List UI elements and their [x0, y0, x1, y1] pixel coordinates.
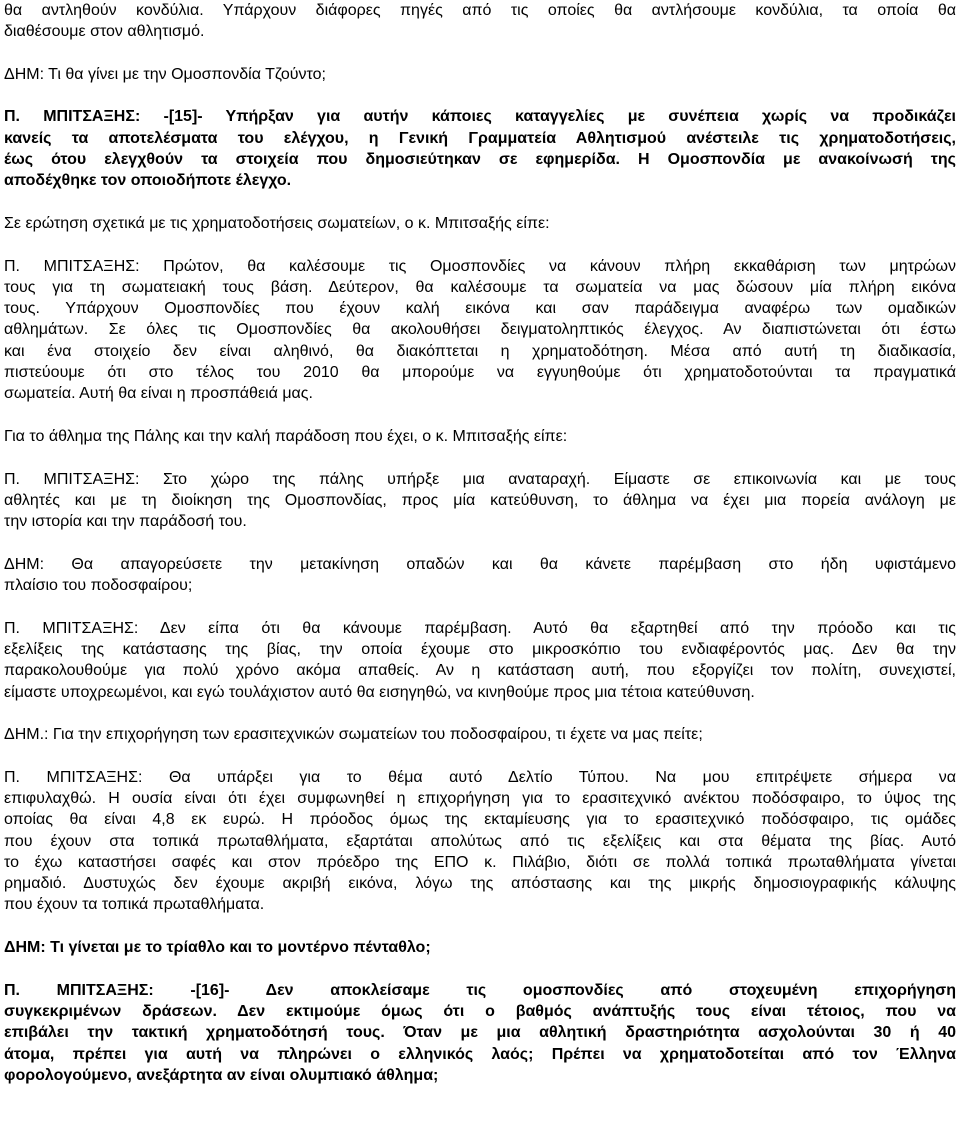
text-line: τους για τη σωματειακή τους βάση. Δεύτερον, θα καλέσουμε τα σωματεία να μας δώσουν μία πλήρη εικόνα: [4, 278, 956, 296]
text-line: Σε ερώτηση σχετικά με τις χρηματοδοτήσεις σωματείων, ο κ. Μπιτσαξής είπε:: [4, 214, 550, 232]
text-line: επιφυλαχθώ. Η ουσία είναι ότι έχει συμφωνηθεί η επιχορήγηση για το ερασιτεχνικό ανέκτου ποδόσφαιρο, το ύψος της: [4, 789, 956, 807]
text-line: ΔΗΜ: Τι γίνεται με το τρίαθλο και το μοντέρνο πένταθλο;: [4, 939, 431, 957]
paragraph-question-triathlon: [4, 937, 956, 958]
text-line: διαθέσουμε στον αθλητισμό.: [4, 23, 205, 41]
paragraph-answer-fans: [4, 618, 956, 703]
paragraph-clubs-funding-intro: [4, 213, 956, 234]
text-line: Π. ΜΠΙΤΣΑΞΗΣ: Στο χώρο της πάλης υπήρξε μια αναταραχή. Είμαστε σε επικοινωνία και με τους: [4, 470, 956, 488]
text-line: ΔΗΜ: Θα απαγορεύσετε την μετακίνηση οπαδών και θα κάνετε παρέμβαση στο ήδη υφιστάμενο: [4, 555, 956, 573]
text-line: κανείς τα αποτελέσματα του ελέγχου, η Γενική Γραμματεία Αθλητισμού ανέστειλε τις χρηματοδοτήσεις,: [4, 129, 956, 147]
text-line: Π. ΜΠΙΤΣΑΞΗΣ: Δεν είπα ότι θα κάνουμε παρέμβαση. Αυτό θα εξαρτηθεί από την πρόοδο και τις: [4, 619, 956, 637]
paragraph-question-fans: [4, 554, 956, 597]
text-line: συγκεκριμένων δράσεων. Δεν εκτιμούμε όμως ότι ο βαθμός ανάπτυξής τους είναι τέτοιος, που να: [4, 1002, 956, 1020]
text-line: ΔΗΜ: Τι θα γίνει με την Ομοσπονδία Τζούντο;: [4, 65, 326, 83]
text-line: ρημαδιό. Δυστυχώς δεν έχουμε ακριβή εικόνα, λόγω της απόστασης και της μικρής δημοσιογραφικής κάλυψης: [4, 875, 956, 893]
text-line: Για το άθλημα της Πάλης και την καλή παράδοση που έχει, ο κ. Μπιτσαξής είπε:: [4, 427, 568, 445]
paragraph-answer-judo: [4, 106, 956, 191]
text-line: αθλημάτων. Σε όλες τις Ομοσπονδίες θα ακολουθήσει δειγματοληπτικός έλεγχος. Αν διαπιστώνεται ότι έστω: [4, 321, 956, 339]
text-line: αθλητές και με τη διοίκηση της Ομοσπονδίας, προς μία κατεύθυνση, το άθλημα να έχει μια πορεία ανάλογη με: [4, 491, 956, 509]
paragraph-answer-triathlon: [4, 980, 956, 1086]
text-line: ΔΗΜ.: Για την επιχορήγηση των ερασιτεχνικών σωματείων του ποδοσφαίρου, τι έχετε να μας πείτε;: [4, 726, 703, 744]
paragraph-wrestling-intro: [4, 426, 956, 447]
text-line: Π. ΜΠΙΤΣΑΞΗΣ: -[16]- Δεν αποκλείσαμε τις ομοσπονδίες από στοχευμένη επιχορήγηση: [4, 981, 956, 999]
text-line: επιβάλει την τακτική χρηματοδότησή τους. Όταν με μια αθλητική δραστηριότητα ασχολούνται 30 ή 40: [4, 1024, 956, 1042]
text-line: θα αντληθούν κονδύλια. Υπάρχουν διάφορες πηγές από τις οποίες θα αντλήσουμε κονδύλια, τα οποία θα: [4, 2, 956, 19]
text-line: πλαίσιο του ποδοσφαίρου;: [4, 577, 193, 595]
text-line: και ένα στοιχείο δεν είναι αληθινό, θα διακόπτεται η χρηματοδότηση. Μέσα από αυτή τη διαδικασία,: [4, 342, 956, 360]
text-line: την ιστορία και την παράδοσή του.: [4, 513, 247, 531]
text-line: που έχουν τα τοπικά πρωταθλήματα.: [4, 896, 265, 914]
text-line: παρακολουθούμε για πολύ χρόνο ακόμα απαθείς. Αν η κατάσταση αυτή, που εξοργίζει τον πολίτη, συνεχιστεί,: [4, 662, 956, 680]
text-line: το έχω καταστήσει σαφές και στον πρόεδρο της ΕΠΟ κ. Πιλάβιο, διότι σε πολλά τοπικά πρωταθλήματα γίνεται: [4, 853, 956, 871]
text-line: φορολογούμενο, ανεξάρτητα αν είναι ολυμπιακό άθλημα;: [4, 1066, 439, 1084]
paragraph-answer-amateur-football: [4, 767, 956, 916]
text-line: είμαστε υποχρεωμένοι, και εγώ τουλάχιστον αυτό θα εισηγηθώ, να κινηθούμε προς μια τέτοια κατεύθυνση.: [4, 683, 755, 701]
text-line: άτομα, πρέπει για αυτή να πληρώνει ο ελληνικός λαός; Πρέπει να χρηματοδοτείται από τον Έλληνα: [4, 1045, 956, 1063]
text-line: σωματεία. Αυτή θα είναι η προσπάθειά μας.: [4, 385, 313, 403]
text-line: Π. ΜΠΙΤΣΑΞΗΣ: -[15]- Υπήρξαν για αυτήν κάποιες καταγγελίες με συνέπεια χωρίς να προδικάζει: [4, 108, 956, 126]
text-line: Π. ΜΠΙΤΣΑΞΗΣ: Θα υπάρξει για το θέμα αυτό Δελτίο Τύπου. Να μου επιτρέψετε σήμερα να: [4, 768, 956, 786]
paragraph-answer-clubs: [4, 256, 956, 405]
paragraph-question-amateur-football: [4, 724, 956, 745]
text-line: τους. Υπάρχουν Ομοσπονδίες που έχουν καλή εικόνα και σαν παράδειγμα αναφέρω των ομαδικών: [4, 300, 956, 318]
paragraph-funding-sources: [4, 0, 956, 43]
paragraph-question-judo: [4, 64, 956, 85]
text-line: εξελίξεις της κατάστασης της βίας, την οποία έχουμε στο μικροσκόπιο του ενδιαφέροντός μας. Δεν θα την: [4, 640, 956, 658]
text-line: έως ότου ελεγχθούν τα στοιχεία που δημοσιεύτηκαν σε εφημερίδα. Η Ομοσπονδία με ανακοίνωσή της: [4, 151, 956, 169]
text-line: Π. ΜΠΙΤΣΑΞΗΣ: Πρώτον, θα καλέσουμε τις Ομοσπονδίες να κάνουν πλήρη εκκαθάριση των μητρώων: [4, 257, 956, 275]
text-line: αποδέχθηκε τον οποιοδήποτε έλεγχο.: [4, 172, 292, 190]
paragraph-answer-wrestling: [4, 469, 956, 533]
text-line: πιστεύουμε ότι στο τέλος του 2010 θα μπορούμε να εγγυηθούμε ότι χρηματοδοτούνται τα πραγματικά: [4, 364, 956, 382]
text-line: οποίας θα είναι 4,8 εκ ευρώ. Η πρόοδος όμως της εκταμίευσης για το ερασιτεχνικό ποδόσφαιρο, τις ομάδες: [4, 811, 956, 829]
text-line: που έχουν στα τοπικά πρωταθλήματα, εξαρτάται απολύτως από τις εξελίξεις και στα θέματα της βίας. Αυτό: [4, 832, 956, 850]
